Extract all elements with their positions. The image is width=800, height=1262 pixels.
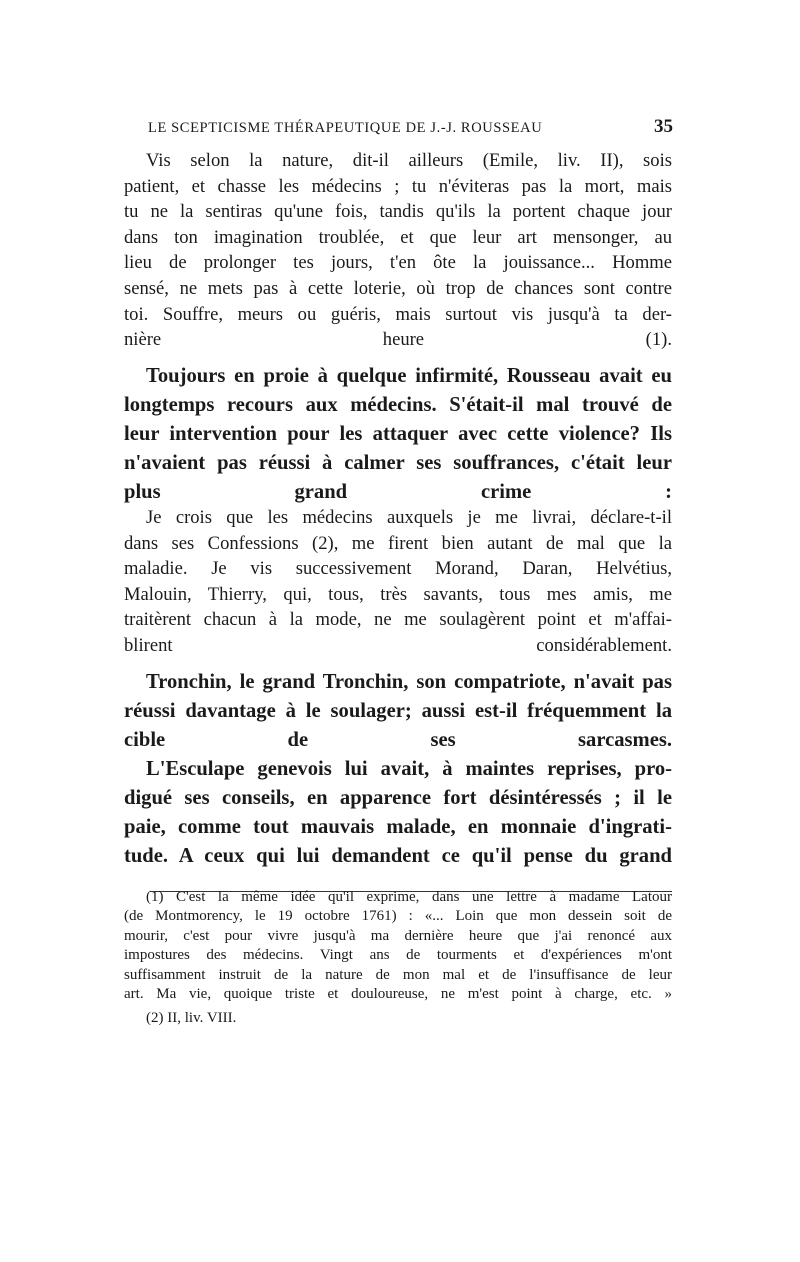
text-line: nière heure (1). — [124, 329, 672, 351]
running-title: LE SCEPTICISME THÉRAPEUTIQUE DE J.-J. ROUSSEAU — [148, 120, 543, 136]
text-line: lieu de prolonger tes jours, t'en ôte la jouissance... Homme — [124, 252, 672, 274]
text-line: patient, et chasse les médecins ; tu n'éviteras pas la mort, mais — [124, 175, 672, 197]
text-line: sensé, ne mets pas à cette loterie, où trop de chances sont contre — [124, 277, 672, 299]
text-line: Je crois que les médecins auxquels je me livrai, déclare-t-il — [146, 507, 672, 528]
text-line: tu ne la sentiras qu'une fois, tandis qu'ils la portent chaque jour — [124, 201, 672, 223]
footnote-line: (de Montmorency, le 19 octobre 1761) : «... Loin que mon dessein soit de — [124, 908, 672, 925]
footnote-line: suffisamment instruit de la nature de mon mal et de l'insuffisance de leur — [124, 966, 672, 983]
text-line: dans ses Confessions (2), me firent bien autant de mal que la — [124, 532, 672, 554]
footnote-line: (1) C'est la même idée qu'il exprime, dans une lettre à madame Latour — [146, 889, 672, 905]
quote-emile — [124, 148, 672, 353]
quote-confessions-text — [124, 505, 672, 659]
text-line: Vis selon la nature, dit-il ailleurs (Emile, liv. II), sois — [146, 150, 672, 171]
footnote-line: (2) II, liv. VIII. — [146, 1010, 237, 1027]
footnote-2 — [124, 1009, 672, 1028]
text-line: Malouin, Thierry, qui, tous, très savants, tous mes amis, me — [124, 583, 672, 605]
text-line: leur intervention pour les attaquer avec cette violence? Ils — [124, 423, 672, 445]
text-line: tude. A ceux qui lui demandent ce qu'il pense du grand — [124, 845, 672, 867]
text-line: plus grand crime : — [124, 481, 672, 503]
text-line: cible de ses sarcasmes. — [124, 729, 672, 751]
quote-emile-text — [124, 148, 672, 353]
footnote-line: art. Ma vie, quoique triste et douloureuse, ne m'est point à charge, etc. » — [124, 986, 672, 1003]
text-line: traitèrent chacun à la mode, ne me soulagèrent point et m'affai- — [124, 609, 672, 631]
footnotes — [124, 888, 672, 1029]
text-line: n'avaient pas réussi à calmer ses souffrances, c'était leur — [124, 452, 672, 474]
text-line: L'Esculape genevois lui avait, à maintes reprises, pro- — [146, 758, 672, 780]
paragraph-esculape — [124, 755, 672, 871]
running-header — [148, 116, 673, 138]
paragraph-tronchin — [124, 668, 672, 755]
text-line: maladie. Je vis successivement Morand, Daran, Helvétius, — [124, 558, 672, 580]
text-line: blirent considérablement. — [124, 634, 672, 656]
text-line: Toujours en proie à quelque infirmité, Rousseau avait eu — [146, 365, 672, 387]
text-line: paie, comme tout mauvais malade, en monnaie d'ingrati- — [124, 816, 672, 838]
paragraph-infirmite — [124, 362, 672, 507]
paragraph-esculape-text — [124, 755, 672, 871]
text-line: réussi davantage à le soulager; aussi est-il fréquemment la — [124, 700, 672, 722]
text-line: longtemps recours aux médecins. S'était-il mal trouvé de — [124, 394, 672, 416]
footnote-1 — [124, 888, 672, 1004]
text-line: toi. Souffre, meurs ou guéris, mais surtout vis jusqu'à ta der- — [124, 303, 672, 325]
paragraph-infirmite-text — [124, 362, 672, 507]
footnote-line: mourir, c'est pour vivre jusqu'à ma dernière heure que j'ai renoncé aux — [124, 927, 672, 944]
text-line: dans ton imagination troublée, et que leur art mensonger, au — [124, 226, 672, 248]
page-number: 35 — [654, 116, 673, 137]
paragraph-tronchin-text — [124, 668, 672, 755]
text-line: digué ses conseils, en apparence fort désintéressés ; il le — [124, 787, 672, 809]
text-line: Tronchin, le grand Tronchin, son compatriote, n'avait pas — [146, 671, 672, 693]
footnote-line: impostures des médecins. Vingt ans de tourments et d'expériences m'ont — [124, 947, 672, 964]
quote-confessions — [124, 505, 672, 659]
